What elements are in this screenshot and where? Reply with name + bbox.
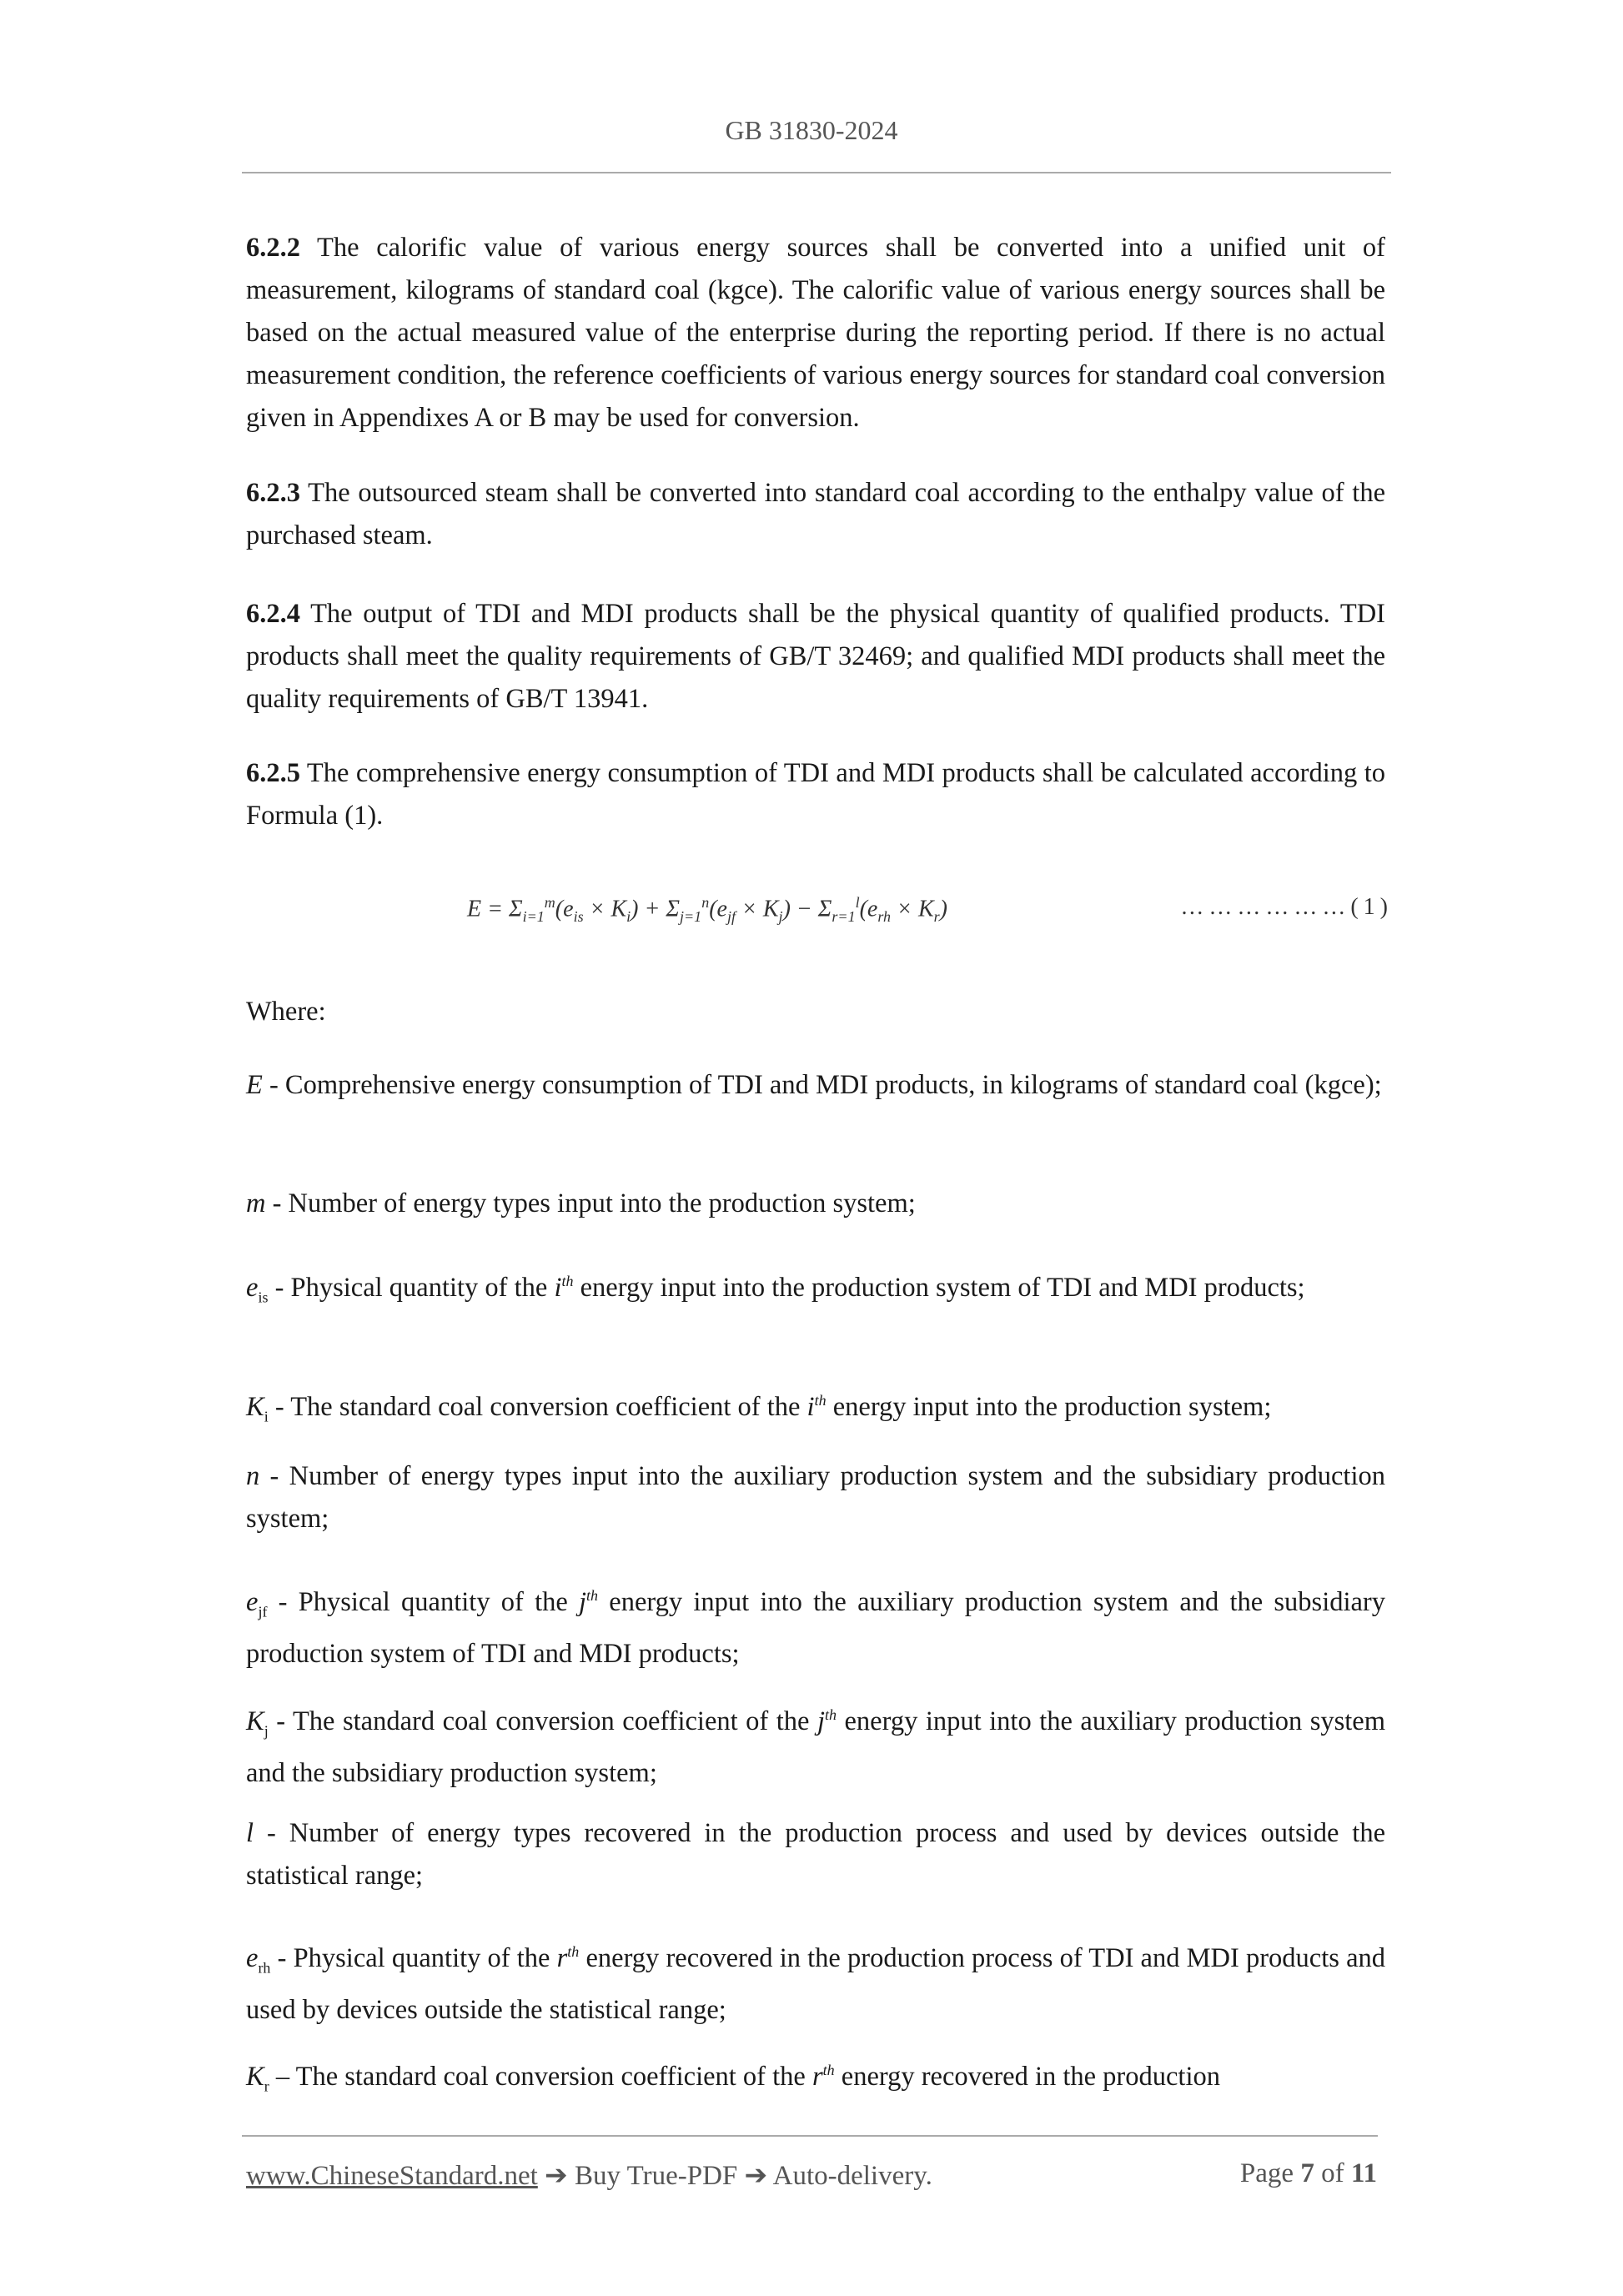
- section-number: 6.2.4: [246, 599, 300, 629]
- ordinal: i: [554, 1272, 562, 1303]
- ordinal-suffix: th: [586, 1587, 599, 1604]
- definition-text: - Comprehensive energy consumption of TDI and MDI products, in kilograms of standard coal (kgce);: [262, 1070, 1382, 1100]
- section-number: 6.2.2: [246, 233, 300, 263]
- def-m: [246, 1183, 1385, 1225]
- symbol: e: [246, 1272, 259, 1303]
- symbol: K: [246, 2061, 264, 2092]
- current-page: 7: [1300, 2158, 1314, 2188]
- ordinal-suffix: th: [814, 1392, 827, 1409]
- subscript: i: [264, 1408, 269, 1425]
- definition-text: – The standard coal conversion coefficient of the: [269, 2061, 812, 2092]
- section-6-2-3: [246, 472, 1385, 557]
- definition-text: energy input into the auxiliary production system and the subsidiary production system of TDI and MDI products;: [246, 1586, 1385, 1670]
- subscript: rh: [258, 1959, 271, 1977]
- def-Kr: [246, 2049, 1385, 2108]
- symbol: K: [246, 1391, 264, 1422]
- formula-expression: $E = \Sigma_{i=1}^m(e_{is} \times K_i) + \Sigma_{j=1}^n(e_{jf} \times K_j) - \Sigma_{r=1}^l(e_{rh} \times K_r)$: [467, 894, 947, 925]
- symbol: n: [246, 1461, 260, 1491]
- def-Ki: [246, 1379, 1385, 1438]
- def-eis: [246, 1260, 1385, 1319]
- definition-text: - Number of energy types input into the production system;: [265, 1188, 916, 1218]
- of-label: of: [1321, 2158, 1344, 2188]
- symbol: e: [246, 1586, 259, 1617]
- definition-text: - The standard coal conversion coefficient of the: [268, 1706, 817, 1736]
- ordinal-suffix: th: [567, 1943, 580, 1960]
- footer-promo: [246, 2158, 932, 2192]
- document-header: GB 31830-2024: [725, 115, 898, 145]
- definition-text: energy input into the auxiliary production system and the subsidiary production system;: [246, 1706, 1385, 1789]
- buy-pdf-text: Buy True-PDF: [574, 2161, 738, 2191]
- ordinal-suffix: th: [561, 1273, 574, 1289]
- symbol: e: [246, 1942, 259, 1973]
- ordinal: r: [812, 2061, 823, 2092]
- section-number: 6.2.5: [246, 758, 300, 788]
- formula-number: ………………(1): [1180, 894, 1393, 920]
- subscript: jf: [258, 1603, 268, 1620]
- section-6-2-4: [246, 593, 1385, 721]
- ordinal-suffix: th: [824, 1706, 837, 1723]
- definition-text: - Number of energy types input into the auxiliary production system and the subsidiary production system;: [246, 1461, 1385, 1534]
- ordinal-suffix: th: [822, 2062, 835, 2078]
- definition-text: - Physical quantity of the: [268, 1272, 555, 1303]
- symbol: E: [246, 1070, 263, 1100]
- arrow-right-icon: ➔: [744, 2161, 768, 2191]
- ordinal: r: [556, 1942, 568, 1973]
- def-erh: [246, 1931, 1385, 2032]
- definition-text: energy recovered in the production: [834, 2061, 1220, 2092]
- definition-text: energy input into the production system;: [826, 1391, 1272, 1422]
- definition-text: - Physical quantity of the: [270, 1942, 557, 1973]
- subscript: is: [258, 1289, 269, 1306]
- where-label: Where:: [246, 997, 326, 1027]
- section-6-2-5: [246, 752, 1385, 837]
- def-Kj: [246, 1694, 1385, 1795]
- definition-text: - Number of energy types recovered in the production process and used by devices outside the statistical range;: [246, 1818, 1385, 1891]
- ordinal: j: [817, 1706, 825, 1736]
- definition-text: - The standard coal conversion coefficient of the: [268, 1391, 807, 1422]
- symbol: l: [246, 1818, 254, 1848]
- definition-text: - Physical quantity of the: [267, 1586, 580, 1617]
- header-rule: [242, 172, 1391, 173]
- definition-text: energy recovered in the production process of TDI and MDI products and used by devices outside the statistical range;: [246, 1942, 1385, 2026]
- page-indicator: [1240, 2158, 1377, 2192]
- section-text: The outsourced steam shall be converted into standard coal according to the enthalpy value of the purchased steam.: [246, 478, 1385, 550]
- def-n: [246, 1455, 1385, 1540]
- subscript: r: [264, 2077, 269, 2095]
- section-text: The calorific value of various energy sources shall be converted into a unified unit of measurement, kilograms of standard coal (kgce). The calorific value of various energy sources shall be based on the actual measured value of the enterprise during the reporting period. If there is no actual measurement condition, the reference coefficients of various energy sources for standard coal conversion given in Appendixes A or B may be used for conversion.: [246, 233, 1385, 433]
- arrow-right-icon: ➔: [545, 2161, 568, 2191]
- def-l: [246, 1812, 1385, 1897]
- symbol: m: [246, 1188, 266, 1218]
- def-ejf: [246, 1575, 1385, 1676]
- ordinal: i: [806, 1391, 815, 1422]
- symbol: K: [246, 1706, 264, 1736]
- auto-delivery-text: Auto-delivery.: [772, 2161, 932, 2191]
- total-pages: 11: [1350, 2158, 1377, 2188]
- page-footer: [246, 2158, 1385, 2192]
- ordinal: j: [579, 1586, 587, 1617]
- section-number: 6.2.3: [246, 478, 300, 508]
- def-E: [246, 1064, 1385, 1107]
- subscript: j: [264, 1722, 269, 1740]
- section-text: The comprehensive energy consumption of TDI and MDI products shall be calculated according to Formula (1).: [246, 758, 1385, 831]
- chinesestandard-link[interactable]: www.ChineseStandard.net: [246, 2161, 538, 2191]
- formula-1: [467, 894, 1393, 926]
- page-label: Page: [1239, 2158, 1294, 2188]
- footer-rule: [242, 2135, 1378, 2137]
- section-text: The output of TDI and MDI products shall be the physical quantity of qualified products. TDI products shall meet the quality requirements of GB/T 32469; and qualified MDI products shall meet the quality requirements of GB/T 13941.: [246, 599, 1385, 714]
- definition-text: energy input into the production system of TDI and MDI products;: [573, 1272, 1305, 1303]
- section-6-2-2: [246, 227, 1385, 440]
